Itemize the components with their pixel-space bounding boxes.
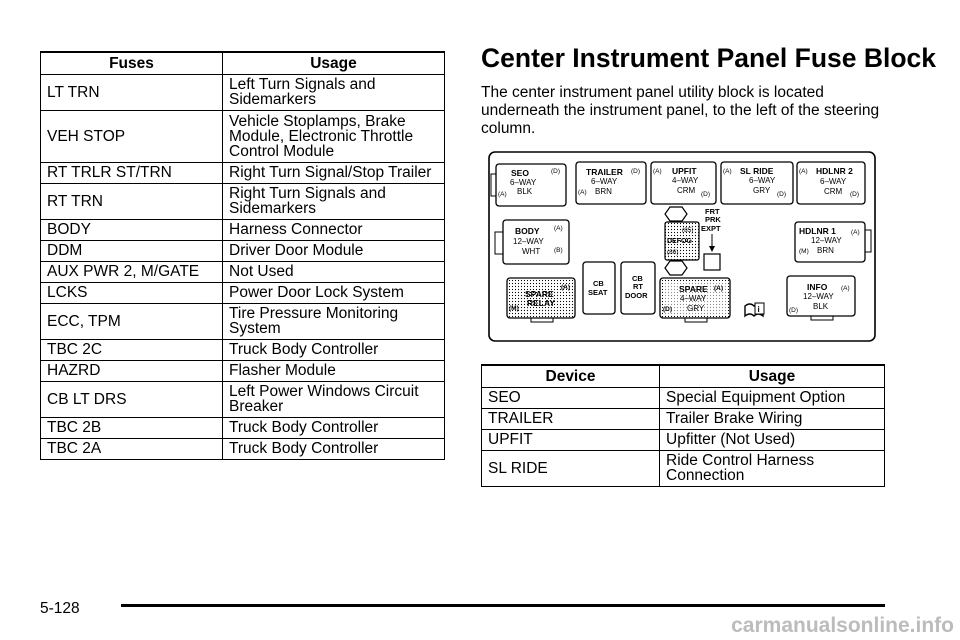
fuse-name: RT TRN [41, 184, 223, 220]
frt-prk-expt-fuse [701, 207, 721, 270]
fuse-name: AUX PWR 2, M/GATE [41, 262, 223, 283]
connector-spec: 6–WAY [510, 178, 537, 187]
fuse-usage: Truck Body Controller [223, 340, 445, 361]
table-row [41, 304, 445, 340]
pin-label: (D) [663, 306, 673, 313]
pin-label: (D) [777, 191, 787, 198]
column-header-fuses: Fuses [41, 52, 223, 75]
connector-spec: 6–WAY [749, 176, 776, 185]
connector-color: CRM [824, 187, 843, 196]
device-usage: Upfitter (Not Used) [660, 430, 885, 451]
spare-relay-label: SPARE [525, 289, 554, 299]
connector-label: TRAILER [586, 167, 623, 177]
column-header-usage: Usage [223, 52, 445, 75]
fuse-usage: Truck Body Controller [223, 439, 445, 460]
fuse-name: LCKS [41, 283, 223, 304]
pin-label: (A) [653, 168, 662, 175]
defog-label: DEFOG [667, 238, 692, 245]
fuse-name: CB LT DRS [41, 382, 223, 418]
connector-label: INFO [807, 282, 828, 292]
connector-spec: 6–WAY [820, 177, 847, 186]
cb-seat [583, 262, 615, 314]
fuse-block-diagram [487, 150, 877, 343]
connector-info [787, 276, 855, 320]
fuse-usage: Right Turn Signal/Stop Trailer [223, 163, 445, 184]
connector-spec: 6–WAY [591, 177, 618, 186]
fuse-name: DDM [41, 241, 223, 262]
connector-label: BODY [515, 226, 540, 236]
connector-hdlnr-1 [795, 222, 871, 262]
table-row [41, 241, 445, 262]
watermark: carmanualsonline.info [731, 614, 954, 637]
connector-color: BRN [595, 187, 612, 196]
connector-color: GRY [687, 304, 705, 313]
fuse-name: HAZRD [41, 361, 223, 382]
pin-label: (86) [667, 249, 679, 256]
fuse-usage: Left Power Windows Circuit Breaker [223, 382, 445, 418]
table-row [482, 409, 885, 430]
fuses-table [40, 51, 445, 460]
pin-label: (A) [723, 168, 732, 175]
table-row [41, 75, 445, 111]
pin-label: (M) [509, 305, 519, 312]
table-row [41, 262, 445, 283]
connector-color: BLK [813, 302, 829, 311]
fuse-usage: Truck Body Controller [223, 418, 445, 439]
fuse-name: ECC, TPM [41, 304, 223, 340]
cb-seat-label: SEAT [588, 288, 608, 297]
svg-text:i: i [757, 305, 760, 314]
hex-fuse-top [665, 207, 687, 221]
connector-seo [491, 164, 566, 206]
connector-upfit [651, 162, 716, 204]
connector-body [495, 220, 569, 264]
section-heading: Center Instrument Panel Fuse Block [481, 43, 937, 73]
table-row [41, 418, 445, 439]
fuse-name: TBC 2B [41, 418, 223, 439]
pin-label: (D) [631, 168, 641, 175]
pin-label: (A) [554, 225, 563, 232]
spare-relay [507, 278, 575, 322]
footer-rule [121, 604, 885, 607]
pin-label: (D) [701, 191, 711, 198]
fuse-name: TBC 2A [41, 439, 223, 460]
connector-label: UPFIT [672, 166, 697, 176]
connector-label: SPARE [679, 284, 708, 294]
fuse-usage: Flasher Module [223, 361, 445, 382]
connector-spec: 12–WAY [803, 292, 834, 301]
cb-rt-door-label: RT [633, 282, 643, 291]
fuse-usage: Vehicle Stoplamps, Brake Module, Electronic Throttle Control Module [223, 111, 445, 163]
pin-label: (A) [561, 284, 571, 291]
pin-label: (A) [578, 189, 587, 196]
table-row [41, 184, 445, 220]
device-usage: Special Equipment Option [660, 388, 885, 409]
connector-label: HDLNR 2 [816, 166, 853, 176]
connector-label: HDLNR 1 [799, 226, 836, 236]
connector-spec: 4–WAY [672, 176, 699, 185]
column-header-device: Device [482, 365, 660, 388]
connector-color: BLK [517, 187, 533, 196]
table-row [41, 283, 445, 304]
pin-label: (D) [789, 307, 799, 314]
fuse-usage: Tire Pressure Monitoring System [223, 304, 445, 340]
fuse-usage: Left Turn Signals and Sidemarkers [223, 75, 445, 111]
section-intro: The center instrument panel utility block is located underneath the instrument panel, to the left of the steering column. [481, 84, 880, 137]
pin-label: (A) [851, 229, 860, 236]
device-name: TRAILER [482, 409, 660, 430]
device-table [481, 364, 885, 487]
fuse-usage: Right Turn Signals and Sidemarkers [223, 184, 445, 220]
connector-spec: 4–WAY [680, 294, 707, 303]
pin-label: (A) [714, 285, 724, 292]
pin-label: (A) [799, 168, 808, 175]
table-row [482, 451, 885, 487]
connector-spec: 12–WAY [811, 236, 842, 245]
pin-label: (85) [682, 227, 694, 234]
frt-prk-expt-label: PRK [705, 215, 721, 224]
table-row [41, 361, 445, 382]
cb-seat-label: CB [593, 279, 604, 288]
device-usage: Trailer Brake Wiring [660, 409, 885, 430]
table-row [41, 163, 445, 184]
spare-relay-label: RELAY [527, 298, 556, 308]
table-row [482, 388, 885, 409]
pin-label: (A) [841, 285, 850, 292]
fuse-usage: Harness Connector [223, 220, 445, 241]
connector-sl-ride [721, 162, 793, 204]
pin-label: (B) [554, 247, 563, 254]
frt-prk-expt-label: FRT [705, 207, 720, 216]
fuse-name: LT TRN [41, 75, 223, 111]
connector-label: SEO [511, 168, 529, 178]
pin-label: (D) [551, 168, 561, 175]
frt-prk-expt-label: EXPT [701, 224, 721, 233]
connector-label: SL RIDE [740, 166, 774, 176]
cb-rt-door-label: DOOR [625, 291, 648, 300]
connector-color: CRM [677, 186, 696, 195]
fuse-name: TBC 2C [41, 340, 223, 361]
device-name: SL RIDE [482, 451, 660, 487]
pin-label: (D) [850, 191, 860, 198]
connector-spec: 12–WAY [513, 237, 544, 246]
device-table-header-row [482, 365, 885, 388]
fuses-table-header-row [41, 52, 445, 75]
cb-rt-door [621, 262, 655, 314]
table-row [41, 220, 445, 241]
fuse-usage: Driver Door Module [223, 241, 445, 262]
connector-spare [660, 278, 730, 322]
table-row [41, 111, 445, 163]
column-header-usage: Usage [660, 365, 885, 388]
fuse-usage: Not Used [223, 262, 445, 283]
owner-manual-icon [745, 303, 764, 316]
hex-fuse-bottom [665, 261, 687, 275]
connector-color: BRN [817, 246, 834, 255]
fuse-name: VEH STOP [41, 111, 223, 163]
device-usage: Ride Control Harness Connection [660, 451, 885, 487]
pin-label: (A) [498, 191, 507, 198]
page-number: 5-128 [40, 600, 80, 617]
connector-color: GRY [753, 186, 771, 195]
fuse-usage: Power Door Lock System [223, 283, 445, 304]
table-row [41, 439, 445, 460]
table-row [41, 340, 445, 361]
connector-hdlnr-2 [797, 162, 865, 204]
device-name: SEO [482, 388, 660, 409]
pin-label: (M) [799, 248, 809, 255]
device-name: UPFIT [482, 430, 660, 451]
connector-trailer [576, 162, 646, 204]
fuse-name: RT TRLR ST/TRN [41, 163, 223, 184]
defog-relay [665, 222, 699, 260]
connector-color: WHT [522, 247, 541, 256]
table-row [482, 430, 885, 451]
fuse-name: BODY [41, 220, 223, 241]
cb-rt-door-label: CB [632, 274, 643, 283]
table-row [41, 382, 445, 418]
